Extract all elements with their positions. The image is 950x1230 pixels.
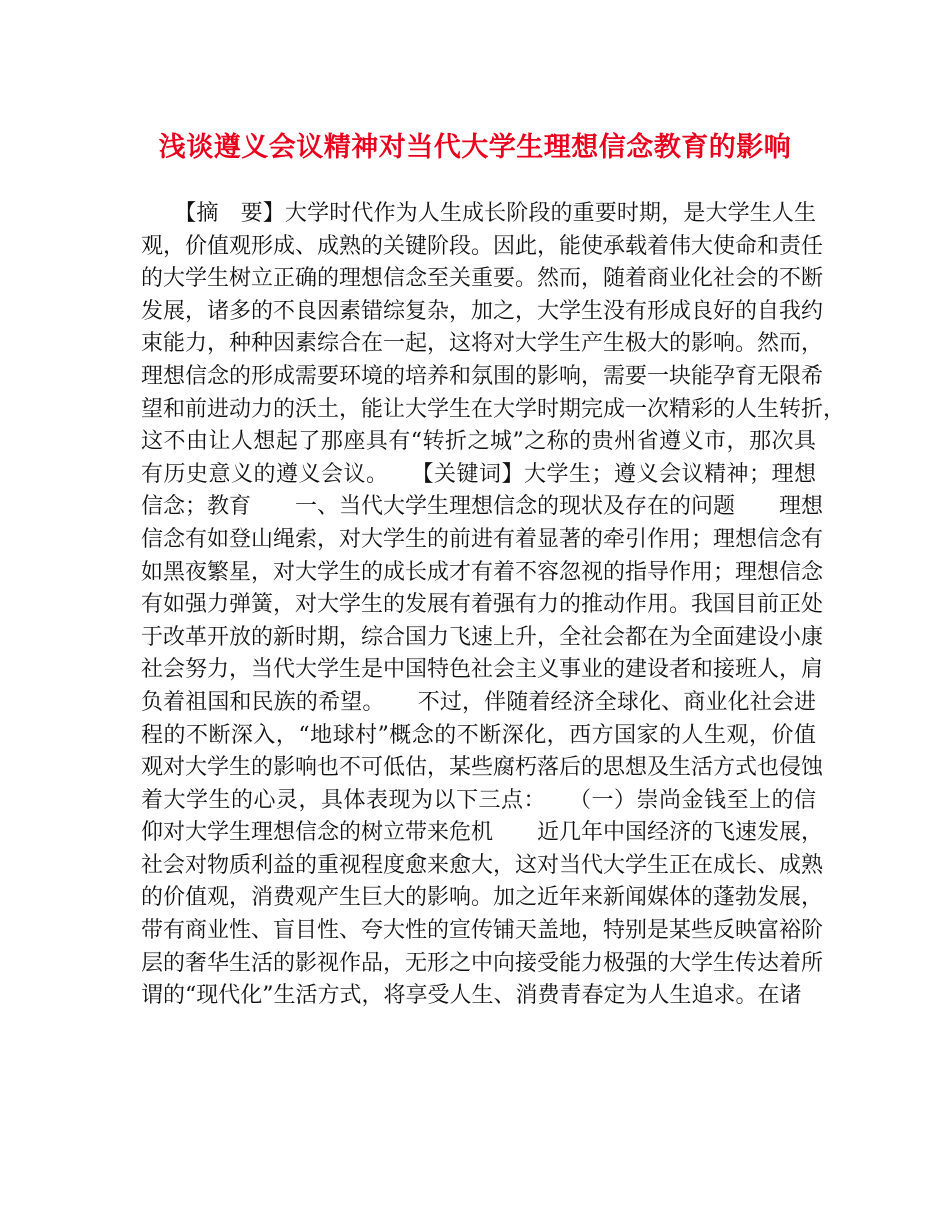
body-line: 的价值观，消费观产生巨大的影响。加之近年来新闻媒体的蓬勃发展， <box>141 885 824 911</box>
body-line: 信念；教育 一、当代大学生理想信念的现状及存在的问题 理想 <box>141 494 824 520</box>
body-line: 观，价值观形成、成熟的关键阶段。因此，能使承载着伟大使命和责任 <box>141 233 824 259</box>
body-line: 于改革开放的新时期，综合国力飞速上升，全社会都在为全面建设小康 <box>141 624 824 650</box>
body-line: 这不由让人想起了那座具有“转折之城”之称的贵州省遵义市，那次具 <box>141 429 816 455</box>
body-line: 社会对物质利益的重视程度愈来愈大，这对当代大学生正在成长、成熟 <box>141 852 824 878</box>
body-line: 仰对大学生理想信念的树立带来危机 近几年中国经济的飞速发展， <box>141 820 824 846</box>
body-line: 的大学生树立正确的理想信念至关重要。然而，随着商业化社会的不断 <box>141 266 824 292</box>
body-line: 层的奢华生活的影视作品，无形之中向接受能力极强的大学生传达着所 <box>141 950 824 976</box>
document-body <box>141 198 846 1013</box>
body-line: 谓的“现代化”生活方式，将享受人生、消费青春定为人生追求。在诸 <box>141 983 802 1009</box>
body-line: 望和前进动力的沃土，能让大学生在大学时期完成一次精彩的人生转折， <box>141 396 846 422</box>
body-line: 如黑夜繁星，对大学生的成长成才有着不容忽视的指导作用；理想信念 <box>141 559 824 585</box>
body-line: 束能力，种种因素综合在一起，这将对大学生产生极大的影响。然而， <box>141 331 824 357</box>
body-line: 观对大学生的影响也不可低估，某些腐朽落后的思想及生活方式也侵蚀 <box>141 755 824 781</box>
body-line: 负着祖国和民族的希望。 不过，伴随着经济全球化、商业化社会进 <box>141 689 816 715</box>
body-line: 发展，诸多的不良因素错综复杂，加之，大学生没有形成良好的自我约 <box>141 298 824 324</box>
body-line: 社会努力，当代大学生是中国特色社会主义事业的建设者和接班人，肩 <box>141 657 824 683</box>
body-line: 着大学生的心灵，具体表现为以下三点： （一）崇尚金钱至上的信 <box>141 787 816 813</box>
body-line: 【摘 要】大学时代作为人生成长阶段的重要时期，是大学生人生 <box>141 201 816 226</box>
body-line: 有如强力弹簧，对大学生的发展有着强有力的推动作用。我国目前正处 <box>141 592 824 618</box>
body-line: 程的不断深入，“地球村”概念的不断深化，西方国家的人生观，价值 <box>141 722 816 748</box>
body-line: 理想信念的形成需要环境的培养和氛围的影响，需要一块能孕育无限希 <box>141 363 824 389</box>
body-line: 信念有如登山绳索，对大学生的前进有着显著的牵引作用；理想信念有 <box>141 526 824 552</box>
body-line: 带有商业性、盲目性、夸大性的宣传铺天盖地，特别是某些反映富裕阶 <box>141 918 824 944</box>
document-title: 浅谈遵义会议精神对当代大学生理想信念教育的影响 <box>158 132 792 163</box>
body-line: 有历史意义的遵义会议。 【关键词】大学生；遵义会议精神；理想 <box>141 461 816 487</box>
